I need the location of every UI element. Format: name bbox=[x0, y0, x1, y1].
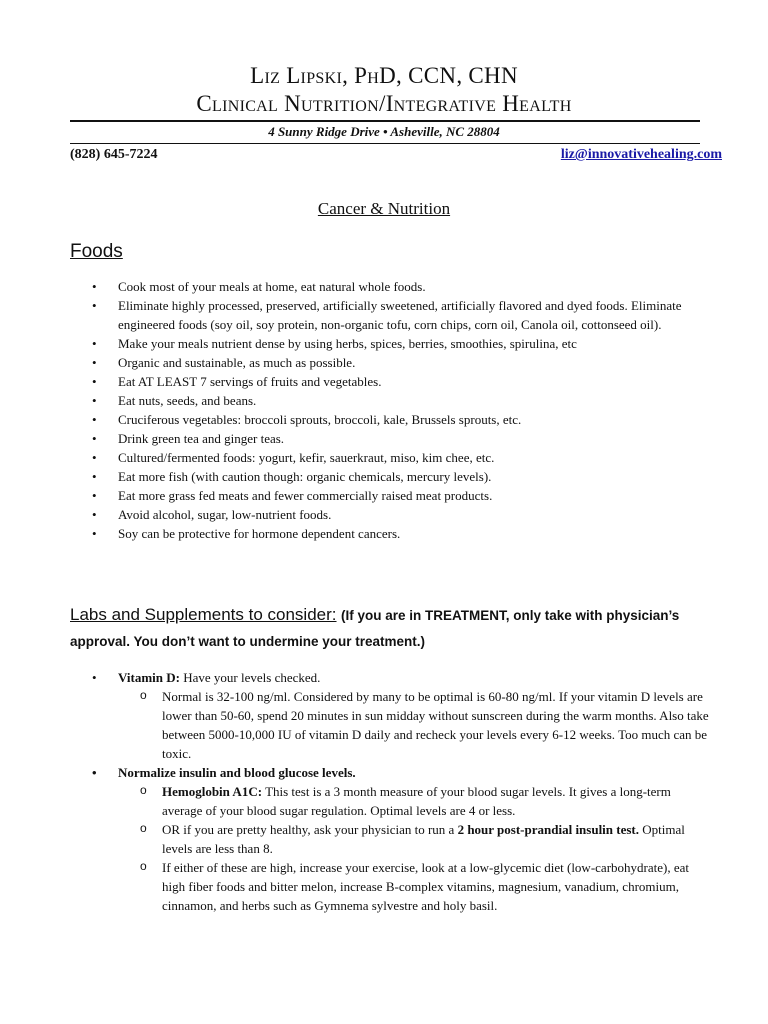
list-item: • Cook most of your meals at home, eat natural whole foods. bbox=[70, 277, 710, 296]
list-item: • Eliminate highly processed, preserved, artificially sweetened, artificially flavored and dyed foods. Eliminate engineered foods (soy oil, soy protein, non-organic tofu, corn chips, corn oil, Canola oil, cottonseed oil). bbox=[70, 296, 710, 334]
list-item-insulin: • Normalize insulin and blood glucose levels. bbox=[70, 763, 710, 782]
high-levels-item: o If either of these are high, increase your exercise, look at a low-glycemic diet (low-carbohydrate), eat high fiber foods and bitter melon, increase B-complex vitamins, magnesium, vanadium, chromium, cinnamon, and herbs such as Gymnema sylvestre and holy basil. bbox=[70, 858, 710, 915]
list-item: • Cultured/fermented foods: yogurt, kefir, sauerkraut, miso, kim chee, etc. bbox=[70, 448, 710, 467]
phone-number: (828) 645-7224 bbox=[70, 147, 158, 162]
list-item: • Eat more fish (with caution though: organic chemicals, mercury levels). bbox=[70, 467, 710, 486]
list-item: • Avoid alcohol, sugar, low-nutrient foods. bbox=[70, 505, 710, 524]
ppi-post: Optimal levels are less than 8. bbox=[162, 822, 685, 856]
list-item: • Eat AT LEAST 7 servings of fruits and vegetables. bbox=[70, 372, 710, 391]
vitamin-d-detail: o Normal is 32-100 ng/ml. Considered by many to be optimal is 60-80 ng/ml. If your vitamin D levels are lower than 50-60, spend 20 minutes in sun midday without sunscreen during the warm months. Also take between 5000-10,000 IU of vitamin D daily and recheck your levels every 6-12 weeks. Too much can be toxic. bbox=[70, 687, 710, 763]
list-item: • Make your meals nutrient dense by using herbs, spices, berries, smoothies, spirulina, etc bbox=[70, 334, 710, 353]
list-item: • Drink green tea and ginger teas. bbox=[70, 429, 710, 448]
labs-heading: Labs and Supplements to consider: bbox=[70, 605, 337, 624]
ppi-bold: 2 hour post-prandial insulin test. bbox=[457, 822, 640, 837]
author-name: Liz Lipski, PhD, CCN, CHN bbox=[250, 63, 518, 88]
address-rule bbox=[70, 143, 700, 144]
labs-heading-block bbox=[70, 602, 710, 655]
list-item-vitamin-d bbox=[70, 668, 710, 687]
header-rule bbox=[70, 120, 700, 122]
post-prandial-item bbox=[70, 820, 710, 858]
document-title: Cancer & Nutrition bbox=[317, 199, 451, 218]
email-link[interactable]: liz@innovativehealing.com bbox=[560, 147, 722, 162]
list-item: • Organic and sustainable, as much as possible. bbox=[70, 353, 710, 372]
foods-heading: Foods bbox=[70, 241, 123, 262]
ppi-pre: OR if you are pretty healthy, ask your physician to run a bbox=[162, 822, 455, 837]
a1c-item bbox=[70, 782, 710, 820]
address: 4 Sunny Ridge Drive • Asheville, NC 28804 bbox=[268, 124, 500, 139]
vitamin-d-label: Vitamin D: bbox=[118, 670, 180, 685]
a1c-label: Hemoglobin A1C: bbox=[162, 784, 263, 799]
list-item: • Eat more grass fed meats and fewer commercially raised meat products. bbox=[70, 486, 710, 505]
labs-note: (If you are in TREATMENT, only take with physician’s approval. You don’t want to undermine your treatment.) bbox=[70, 608, 680, 649]
foods-list bbox=[70, 277, 710, 543]
vitamin-d-text: Have your levels checked. bbox=[183, 670, 321, 685]
list-item: • Eat nuts, seeds, and beans. bbox=[70, 391, 710, 410]
list-item: • Soy can be protective for hormone dependent cancers. bbox=[70, 524, 710, 543]
a1c-text: This test is a 3 month measure of your blood sugar levels. It gives a long-term average of your blood sugar regulation. Optimal levels are 4 or less. bbox=[162, 784, 671, 818]
practice-title: Clinical Nutrition/Integrative Health bbox=[196, 91, 572, 116]
labs-list bbox=[70, 668, 710, 915]
list-item: • Cruciferous vegetables: broccoli sprouts, broccoli, kale, Brussels sprouts, etc. bbox=[70, 410, 710, 429]
